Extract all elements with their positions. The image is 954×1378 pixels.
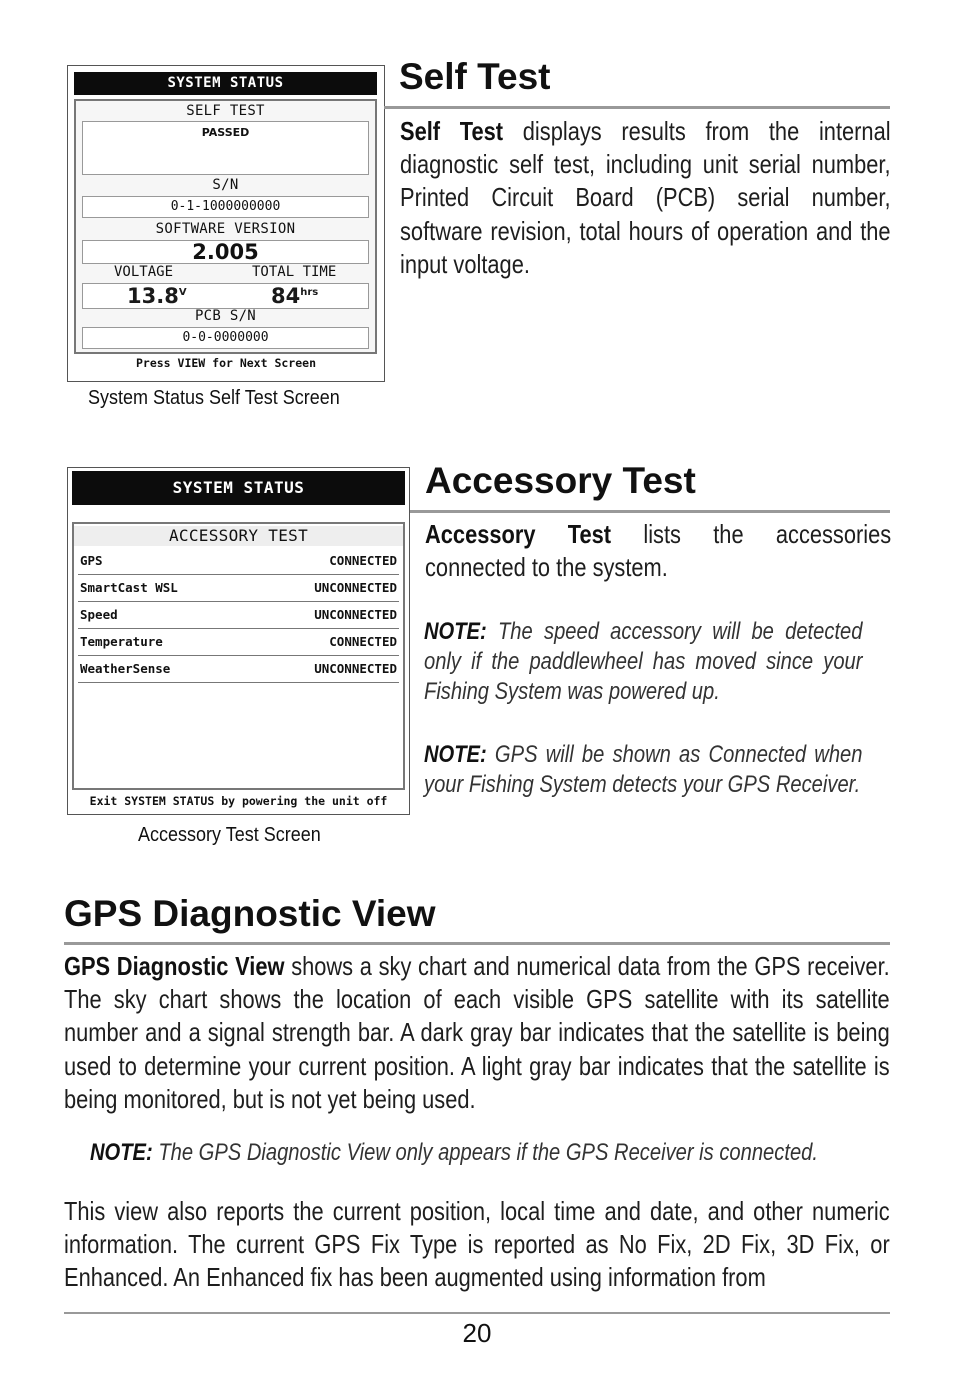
- accessory-row: [78, 629, 399, 656]
- accessory-name: Temperature: [80, 634, 163, 649]
- accessory-test-title: ACCESSORY TEST: [74, 526, 403, 546]
- pcb-sn-value: 0-0-0000000: [182, 330, 269, 345]
- accessory-test-screenshot: [67, 467, 410, 815]
- accessory-row: [78, 602, 399, 629]
- accessory-test-heading: Accessory Test: [425, 460, 696, 501]
- accessory-row: [78, 656, 399, 683]
- sn-box: [82, 196, 369, 218]
- accessory-name: WeatherSense: [80, 661, 171, 676]
- accessory-status: UNCONNECTED: [314, 661, 397, 676]
- accessory-test-paragraph: [425, 518, 891, 584]
- accessory-status: UNCONNECTED: [314, 607, 397, 622]
- self-test-label: SELF TEST: [186, 103, 265, 119]
- accessory-screen-header: SYSTEM STATUS: [72, 471, 405, 505]
- self-test-rule: [384, 106, 890, 109]
- accessory-test-rule: [410, 510, 890, 513]
- voltage-label: VOLTAGE: [114, 264, 174, 280]
- accessory-note-gps: [424, 740, 862, 800]
- screen-footer: Press VIEW for Next Screen: [135, 356, 316, 370]
- self-test-panel: [74, 99, 377, 354]
- sn-value: 0-1-1000000000: [170, 199, 281, 214]
- pcb-sn-box: [82, 327, 369, 349]
- accessory-panel: [72, 522, 405, 790]
- total-time-unit: hrs: [300, 287, 319, 298]
- voltage-time-box: [82, 283, 369, 309]
- pcb-sn-label: PCB S/N: [194, 308, 257, 324]
- self-test-body: displays results from the internal diagnostic self test, including unit serial number, Printed Circuit Board (PCB) serial number, software revision, total hours of operation and the input voltage.: [400, 116, 891, 279]
- note-label: NOTE:: [424, 741, 487, 768]
- note-text: The speed accessory will be detected only if the paddlewheel has moved since your Fishing System was powered up.: [424, 618, 863, 705]
- total-time-value: 84: [271, 284, 301, 308]
- self-test-caption: System Status Self Test Screen: [88, 387, 340, 409]
- accessory-name: SmartCast WSL: [80, 580, 178, 595]
- self-test-paragraph: [400, 115, 891, 281]
- gps-diagnostic-lead: GPS Diagnostic View: [64, 951, 285, 981]
- screen-header: SYSTEM STATUS: [74, 72, 377, 95]
- self-test-result: PASSED: [201, 126, 250, 139]
- accessory-test-body: lists the accessories connected to the system.: [425, 519, 892, 583]
- accessory-note-speed: [424, 617, 862, 707]
- accessory-status: CONNECTED: [329, 553, 397, 568]
- gps-diagnostic-note: [90, 1138, 890, 1168]
- gps-diagnostic-paragraph-2: This view also reports the current position, local time and date, and other numeric information. The current GPS Fix Type is reported as No Fix, 2D Fix, 3D Fix, or Enhanced. An Enhanced fix has been augmented using information from: [64, 1196, 890, 1293]
- accessory-row: [78, 575, 399, 602]
- gps-diagnostic-heading: GPS Diagnostic View: [64, 893, 436, 934]
- software-version-value: 2.005: [192, 240, 259, 264]
- self-test-heading: Self Test: [399, 56, 551, 97]
- voltage-unit: V: [178, 287, 187, 298]
- note-label: NOTE:: [424, 618, 487, 645]
- software-version-label: SOFTWARE VERSION: [155, 221, 296, 237]
- software-version-box: [82, 240, 369, 264]
- accessory-name: Speed: [80, 607, 118, 622]
- accessory-row: [78, 548, 399, 575]
- note-text: GPS will be shown as Connected when your Fishing System detects your GPS Receiver.: [424, 741, 863, 798]
- accessory-test-lead: Accessory Test: [425, 519, 612, 549]
- note-label: NOTE:: [90, 1139, 153, 1166]
- self-test-lead: Self Test: [400, 116, 504, 146]
- footer-rule: [64, 1312, 890, 1314]
- gps-diagnostic-paragraph: [64, 950, 890, 1116]
- accessory-test-caption: Accessory Test Screen: [138, 824, 321, 846]
- total-time-label: TOTAL TIME: [252, 264, 337, 280]
- voltage-reading: [127, 284, 187, 308]
- note-text: The GPS Diagnostic View only appears if the GPS Receiver is connected.: [152, 1139, 818, 1166]
- accessory-status: CONNECTED: [329, 634, 397, 649]
- accessory-status: UNCONNECTED: [314, 580, 397, 595]
- self-test-result-box: [82, 121, 369, 175]
- voltage-value: 13.8: [127, 284, 179, 308]
- accessory-screen-footer: Exit SYSTEM STATUS by powering the unit off: [89, 794, 388, 808]
- total-time-reading: [271, 284, 318, 308]
- self-test-screenshot: [67, 65, 385, 382]
- gps-diagnostic-rule: [64, 942, 890, 945]
- gps-diagnostic-body: shows a sky chart and numerical data from the GPS receiver. The sky chart shows the location of each visible GPS satellite with its satellite number and a signal strength bar. A dark gray bar indicates that the satellite is being used to determine your current position. A light gray bar indicates that the satellite is being monitored, but is not yet being used.: [64, 951, 890, 1114]
- accessory-name: GPS: [80, 553, 103, 568]
- sn-label: S/N: [212, 177, 239, 193]
- page-number: 20: [462, 1318, 492, 1348]
